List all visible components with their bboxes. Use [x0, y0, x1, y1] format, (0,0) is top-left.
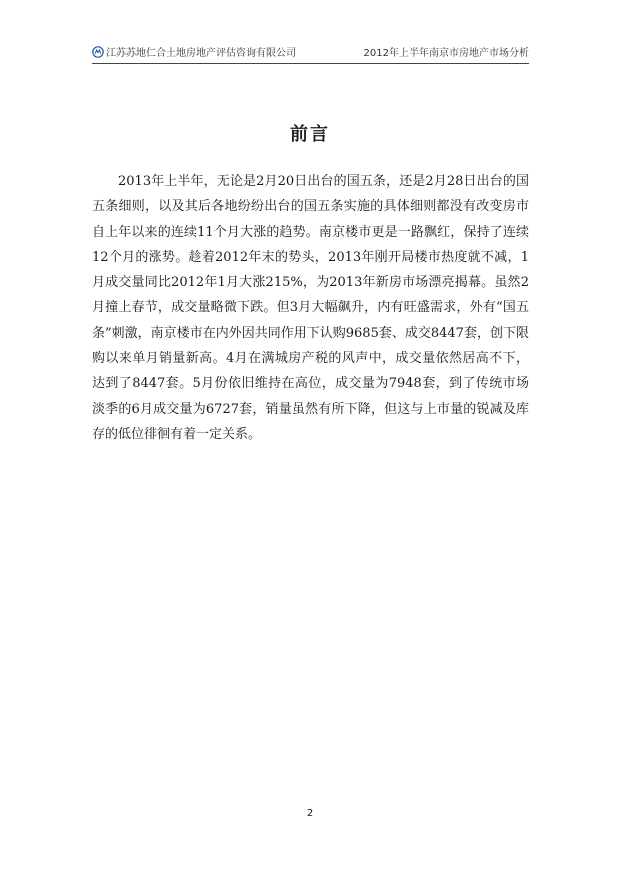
company-logo-icon — [92, 46, 104, 58]
page-number: 2 — [306, 808, 314, 819]
page-header — [92, 40, 529, 62]
section-title: 前言 — [290, 124, 330, 145]
header-divider — [92, 63, 529, 64]
header-company-name: 江苏苏地仁合土地房地产评估咨询有限公司 — [106, 48, 296, 59]
header-left — [92, 44, 296, 59]
body-paragraph: 2013年上半年，无论是2月20日出台的国五条，还是2月28日出台的国五条细则，以及其后各地纷纷出台的国五条实施的具体细则都没有改变房市自上年以来的连续11个月大涨的趋势。南京楼市更是一路飘红，保持了连续12个月的涨势。趁着2012年末的势头，2013年刚开局楼市热度就不减，1月成交量同比2012年1月大涨215%，为2013年新房市场漂亮揭幕。虽然2月撞上春节，成交量略微下跌。但3月大幅飙升，内有旺盛需求，外有“国五条”刺激，南京楼市在内外因共同作用下认购9685套、成交8447套，创下限购以来单月销量新高。4月在满城房产税的风声中，成交量依然居高不下，达到了8447套。5月份依旧维持在高位，成交量为7948套，到了传统市场淡季的6月成交量为6727套，销量虽然有所下降，但这与上市量的锐减及库存的低位徘徊有着一定关系。 — [92, 174, 529, 442]
header-report-title: 2012年上半年南京市房地产市场分析 — [363, 48, 529, 59]
